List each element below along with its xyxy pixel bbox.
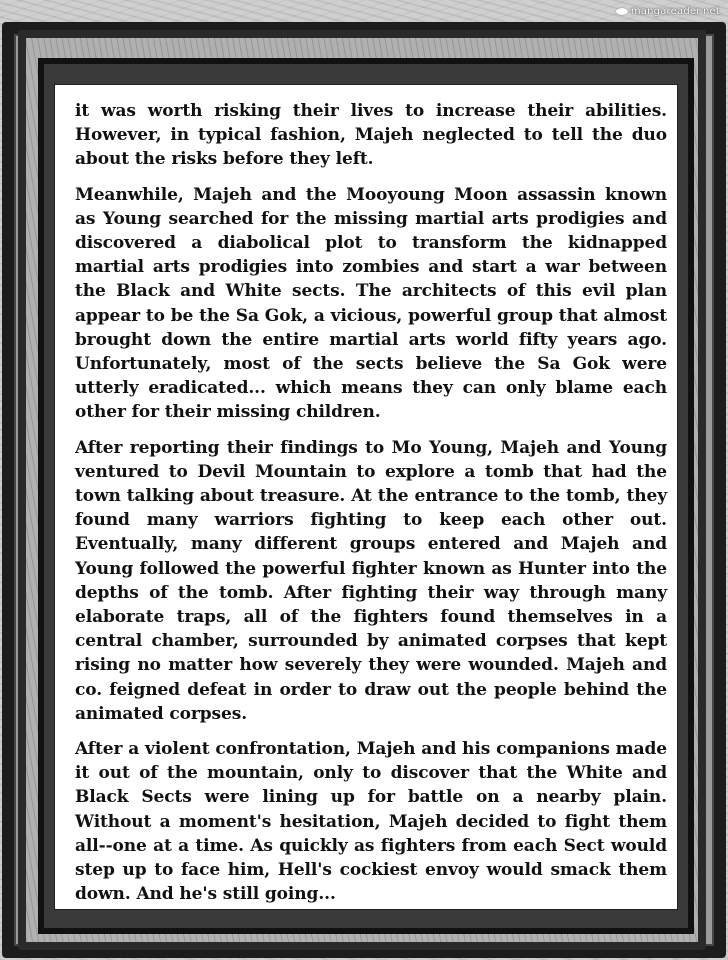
summary-paragraph-2: Meanwhile, Majeh and the Mooyoung Moon assassin known as Young searched for the missing martial arts prodigies and discovered a diabolical plot to transform the kidnapped martial arts prodigies into zombies and start a war between the Black and White sects. The architects of this evil plan appear to be the Sa Gok, a vicious, powerful group that almost brought down the entire martial arts world fifty years ago. Unfortunately, most of the sects believe the Sa Gok were utterly eradicated... which means they can only blame each other for their missing children. (75, 184, 667, 423)
watermark-logo-icon (616, 8, 628, 15)
summary-paragraph-4: After a violent confrontation, Majeh and his companions made it out of the mountain, only to discover that the White and Black Sects were lining up for battle on a nearby plain. Without a moment's hesitation, Majeh decided to fight them all--one at a time. As quickly as fighters from each Sect would step up to face him, Hell's cockiest envoy would smack them down. And he's still going... (75, 739, 667, 905)
site-watermark (616, 6, 720, 17)
text-panel (54, 84, 678, 910)
summary-paragraph-3: After reporting their findings to Mo Young, Majeh and Young ventured to Devil Mountain to explore a tomb that had the town talking about treasure. At the entrance to the tomb, they found many warriors fighting to keep each other out. Eventually, many different groups entered and Majeh and Young followed the powerful fighter known as Hunter into the depths of the tomb. After fighting their way through many elaborate traps, all of the fighters found themselves in a central chamber, surrounded by animated corpses that kept rising no matter how severely they were wounded. Majeh and co. feigned defeat in order to draw out the people behind the animated corpses. (75, 437, 667, 724)
watermark-text: mangareader.net (630, 6, 720, 17)
summary-paragraph-1: it was worth risking their lives to increase their abilities. However, in typical fashion, Majeh neglected to tell the duo about the risks before they left. (75, 101, 667, 170)
